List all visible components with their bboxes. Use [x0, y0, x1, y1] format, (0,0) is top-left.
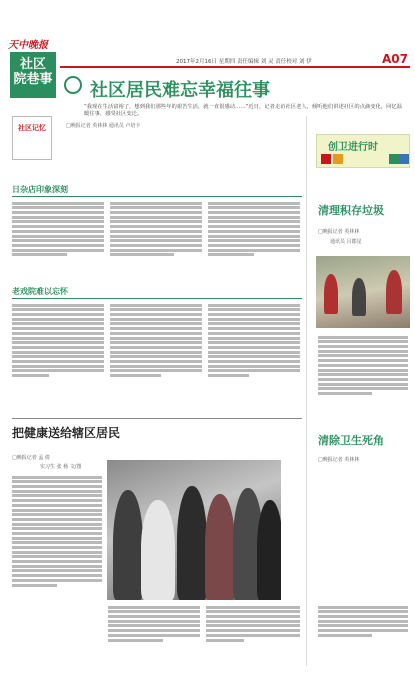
- subhead-rule: [12, 196, 302, 197]
- article1-text-col3: [208, 200, 300, 258]
- garbage-cleanup-photo: [316, 256, 410, 328]
- section-label-line1: 社区: [19, 57, 46, 72]
- article1-subhead: 日杂店印象深刻: [12, 185, 68, 194]
- column-divider: [306, 116, 307, 666]
- article1-byline: □晚报记者 英林林 通讯员 卢培卡: [66, 123, 141, 129]
- right-story1-title: 清理积存垃圾: [318, 204, 384, 217]
- right-story1-text: [318, 334, 408, 397]
- section-label-line2: 院巷事: [13, 72, 53, 87]
- column-stamp: [12, 116, 52, 160]
- article1-text-col1: [12, 200, 104, 258]
- article1b-text-col3: [208, 302, 300, 379]
- article2-text-col1: [12, 474, 102, 588]
- headline-circle-icon: [64, 76, 82, 94]
- right-story1-byline2: 通讯员 吕郡星: [330, 239, 362, 245]
- article1-text-col2: [110, 200, 202, 258]
- article2-text-col3: [206, 604, 300, 643]
- stamp-label: 社区记忆: [18, 124, 46, 132]
- newspaper-logo: 天中晚报: [8, 40, 48, 51]
- page-number: A07: [382, 52, 408, 66]
- campaign-banner-title: 创卫进行时: [328, 142, 378, 153]
- right-story2-text: [318, 604, 408, 639]
- section-rule: [12, 418, 302, 419]
- page-meta: 2017年2月16日 星期四 责任编辑 刘 灵 责任校对 刘 伊: [176, 59, 312, 65]
- subhead-rule: [12, 298, 302, 299]
- article2-text-col2: [108, 604, 200, 643]
- article1b-text-col2: [110, 302, 202, 379]
- right-story2-byline: □晚报记者 英林林: [318, 457, 360, 463]
- article2-title: 把健康送给辖区居民: [12, 426, 121, 440]
- health-service-photo: [107, 460, 281, 600]
- page-headline: 社区居民难忘幸福往事: [90, 80, 270, 101]
- right-story1-byline1: □晚报记者 英林林: [318, 229, 360, 235]
- article1b-text-col1: [12, 302, 104, 379]
- article2-byline: □晚报记者 孟 倩: [12, 455, 50, 461]
- section-badge: [10, 52, 56, 98]
- article1-subhead2: 老戏院难以忘怀: [12, 287, 68, 296]
- lead-paragraph: “我现在生活富裕了，想到我们那些年的艰苦生活，就一直很感动……”近日，记者走访社区老人，倾听他们讲述社区的点滴变化，回忆温暖往事，感受社区变迁。: [84, 104, 403, 118]
- header-rule: [60, 66, 410, 68]
- article2-byline2: 实习生 张 杨 文/图: [40, 464, 82, 470]
- right-story2-title: 清除卫生死角: [318, 434, 384, 447]
